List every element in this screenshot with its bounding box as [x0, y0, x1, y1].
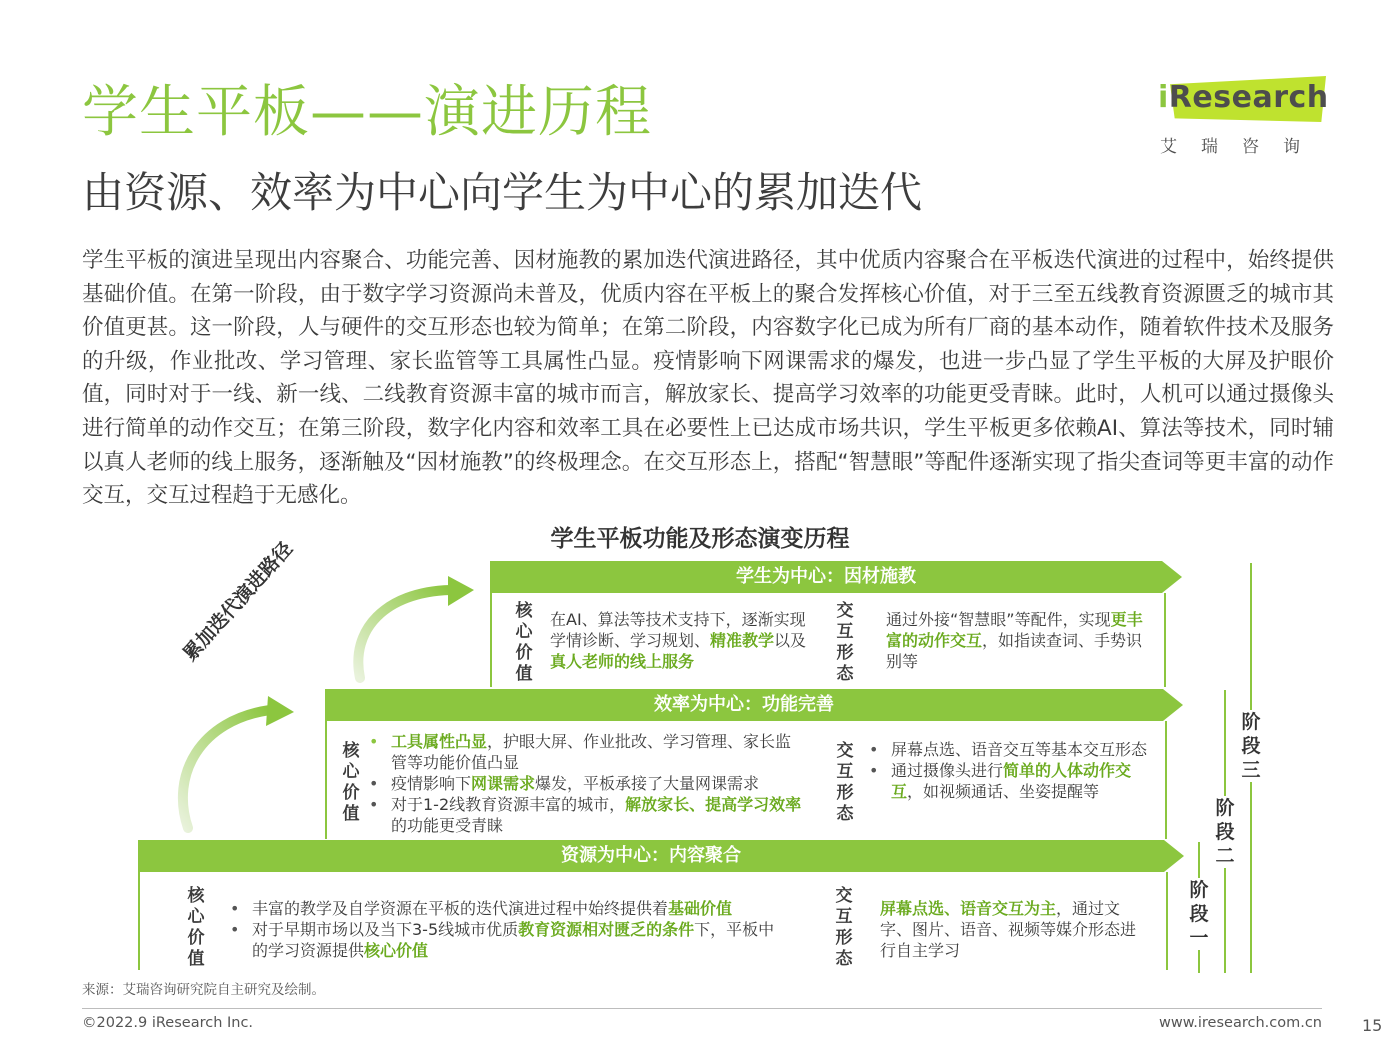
stage1-core-label: 核心价值 [187, 886, 205, 969]
stage1-core-item: • 对于早期市场以及当下3-5线城市优质教育资源相对匮乏的条件下，平板中的学习资源提供核心价值 [228, 919, 788, 961]
iteration-path-label: 累加迭代演进路径 [178, 537, 298, 666]
stage1-form-text: 屏幕点选、语音交互为主，通过文字、图片、语音、视频等媒介形态进行自主学习 [880, 899, 1137, 960]
stage3-core-label: 核心价值 [515, 601, 533, 684]
page-subtitle: 由资源、效率为中心向学生为中心的累加迭代 [82, 168, 923, 217]
stage1-label: 阶段一 [1189, 879, 1209, 949]
stage2-core-item: • 疫情影响下网课需求爆发，平板承接了大量网课需求 [367, 773, 807, 794]
stage2-box [325, 721, 1167, 839]
stage2-form-item: • 通过摄像头进行简单的人体动作交互，如视频通话、坐姿提醒等 [867, 760, 1151, 802]
footer-divider [82, 1008, 1322, 1009]
stage2-core-item: • 对于1-2线教育资源丰富的城市，解放家长、提高学习效率的功能更受青睐 [367, 794, 807, 836]
copyright: ©2022.9 iResearch Inc. [82, 1015, 254, 1031]
stage2-label: 阶段二 [1215, 797, 1235, 867]
upper-curved-arrow [358, 590, 450, 678]
body-paragraph: 学生平板的演进呈现出内容聚合、功能完善、因材施教的累加迭代演进路径，其中优质内容聚合在平板迭代演进的过程中，始终提供基础价值。在第一阶段，由于数字学习资源尚未普及，优质内容在平板上的聚合发挥核心价值，对于三至五线教育资源匮乏的城市其价值更甚。这一阶段，人与硬件的交互形态也较为简单；在第二阶段，内容数字化已成为所有厂商的基本动作，随着软件技术及服务的升级，作业批改、学习管理、家长监管等工具属性凸显。疫情影响下网课需求的爆发，也进一步凸显了学生平板的大屏及护眼价值，同时对于一线、新一线、二线教育资源丰富的城市而言，解放家长、提高学习效率的功能更受青睐。此时，人机可以通过摄像头进行简单的动作交互；在第三阶段，数字化内容和效率工具在必要性上已达成市场共识，学生平板更多依赖AI、算法等技术，同时辅以真人老师的线上服务，逐渐触及“因材施教”的终极理念。在交互形态上，搭配“智慧眼”等配件逐渐实现了指尖查词等更丰富的动作交互，交互过程趋于无感化。 [82, 248, 1334, 509]
stage1-box [138, 872, 1168, 970]
stage3-core-text: 在AI、算法等技术支持下，逐渐实现学情诊断、学习规划、精准教学以及真人老师的线上服务 [550, 610, 807, 671]
lower-arrow-head [266, 696, 294, 726]
website-link[interactable]: www.iresearch.com.cn [1159, 1015, 1322, 1031]
stage3-form-text: 通过外接“智慧眼”等配件，实现更丰富的动作交互，如指读查词、手势识别等 [886, 610, 1143, 671]
stage2-core-item: • 工具属性凸显，护眼大屏、作业批改、学习管理、家长监管等功能价值凸显 [367, 731, 807, 773]
stage3-bar: 学生为中心：因材施教 [490, 561, 1162, 593]
stage1-core-list [228, 898, 788, 961]
stage2-core-label: 核心价值 [342, 741, 360, 824]
logo-wordmark: iResearch [1158, 80, 1329, 115]
stage2-form-label: 交互形态 [836, 741, 854, 824]
stage1-form-label: 交互形态 [835, 886, 853, 969]
iresearch-logo [1158, 72, 1328, 162]
stage2-form-list [867, 739, 1151, 802]
lower-curved-arrow [183, 710, 270, 828]
stage3-form-label: 交互形态 [836, 601, 854, 684]
stage3-label: 阶段三 [1241, 711, 1261, 781]
stage1-bar: 资源为中心：内容聚合 [138, 840, 1164, 872]
diagram-title: 学生平板功能及形态演变历程 [550, 526, 850, 552]
stage3-box [490, 593, 1166, 687]
stage2-bar: 效率为中心：功能完善 [325, 689, 1163, 721]
stage2-form-item: • 屏幕点选、语音交互等基本交互形态 [867, 739, 1151, 760]
stage1-core-item: • 丰富的教学及自学资源在平板的迭代演进过程中始终提供着基础价值 [228, 898, 788, 919]
source-note: 来源：艾瑞咨询研究院自主研究及绘制。 [82, 982, 325, 998]
page-number: 15 [1362, 1016, 1383, 1035]
logo-chinese-name: 艾瑞咨询 [1160, 137, 1324, 157]
page-title: 学生平板——演进历程 [82, 80, 652, 145]
upper-arrow-head [448, 576, 474, 606]
stage2-core-list [367, 731, 807, 836]
